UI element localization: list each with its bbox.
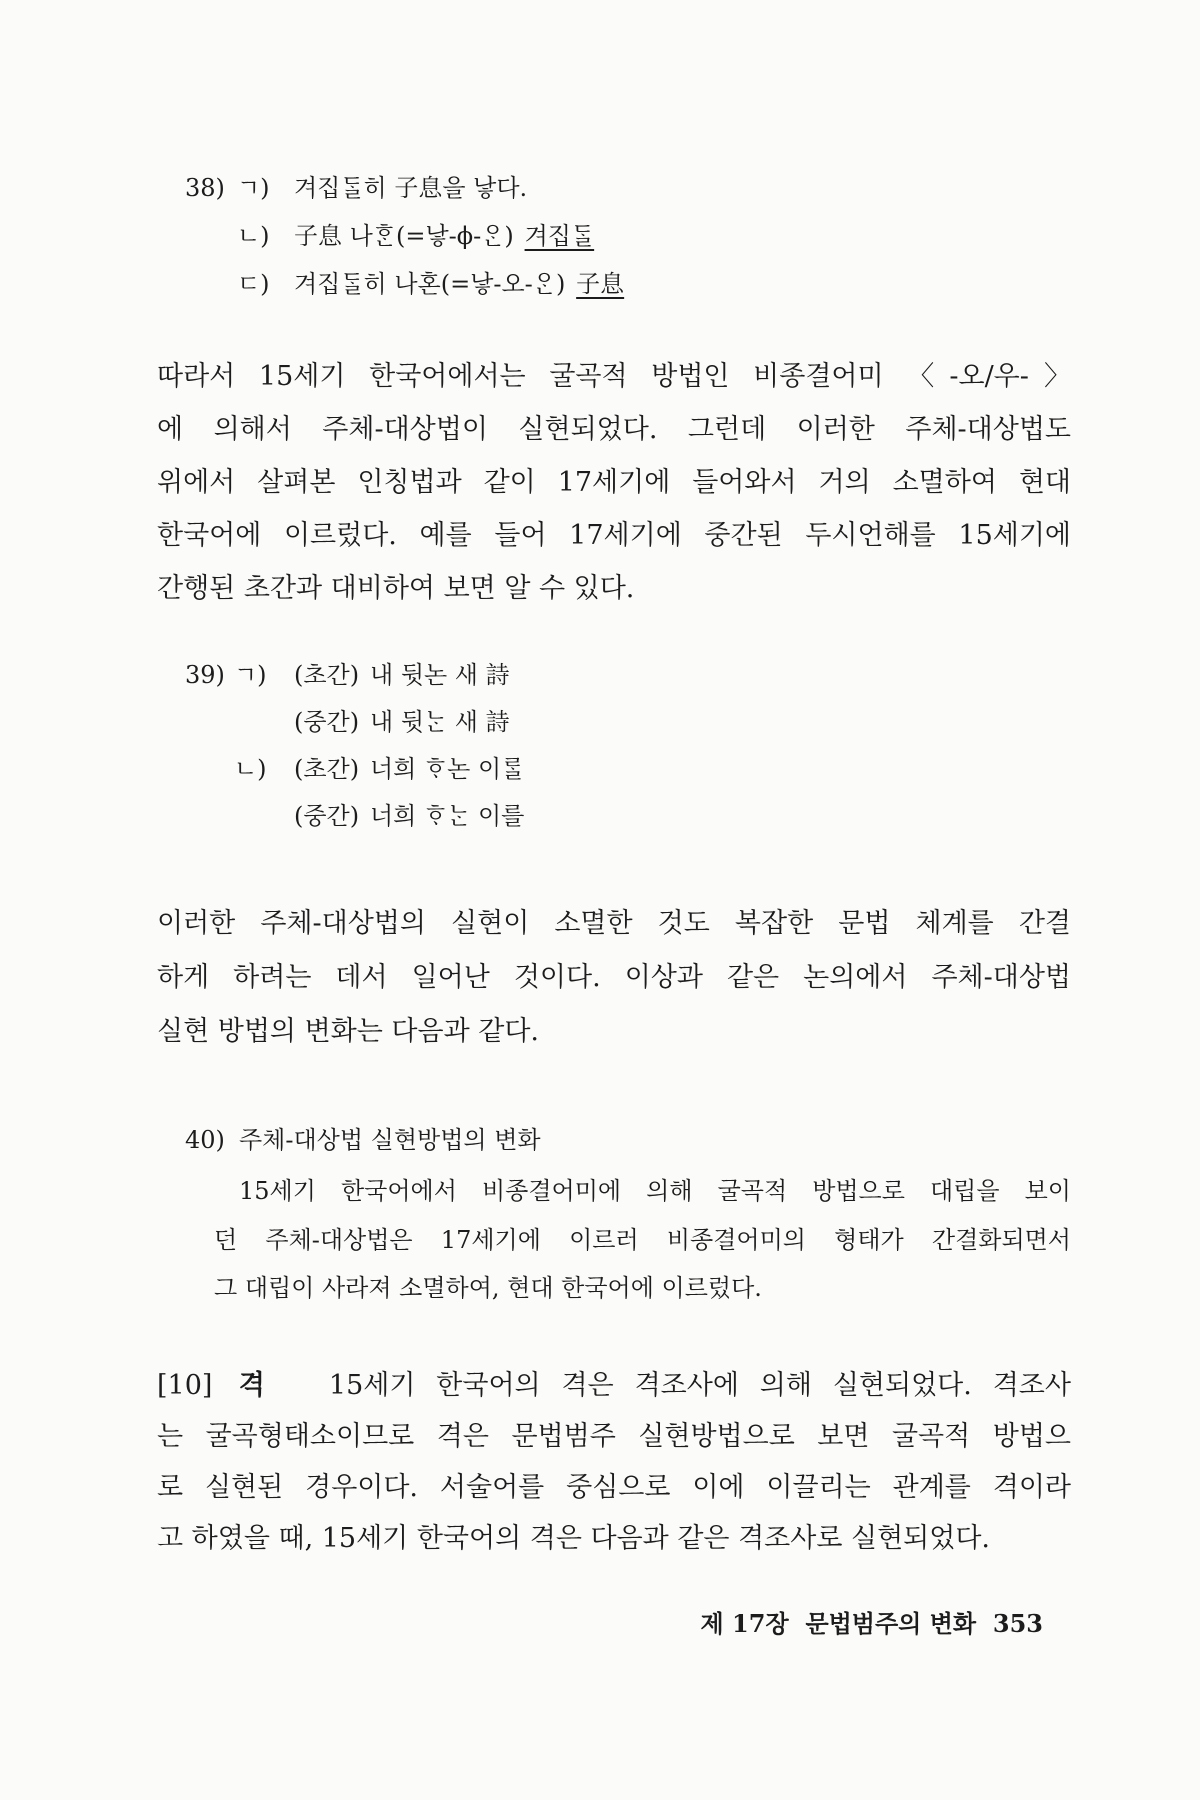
example-38-row-c [185,260,624,308]
example-text: 겨집ᄃᆞᆯ히 나혼(=낳-오-ᄋᆞᆫ) [294,270,566,298]
example-title: 주체-대상법 실현방법의 변화 [239,1126,541,1154]
paragraph-line: 한국어에 이르렀다. 예를 들어 17세기에 중간된 두시언해를 15세기에 [157,520,1071,551]
running-footer [701,1608,1043,1640]
paragraph-line: 따라서 15세기 한국어에서는 굴곡적 방법인 비종결어미 〈-오/우-〉 [157,361,1071,392]
example-number: 40) [185,1126,225,1154]
paragraph-text: 15세기 한국어의 격은 격조사에 의해 실현되었다. 격조사 [328,1370,1071,1401]
edition-label: (초간) [294,755,360,783]
example-38-row-b [185,212,624,260]
paragraph-line: 로 실현된 경우이다. 서술어를 중심으로 이에 이끌리는 관계를 격이라 [157,1472,1071,1503]
example-marker: ㄱ) [234,661,267,689]
edition-label: (중간) [294,708,360,736]
paragraph-line: 고 하였을 때, 15세기 한국어의 격은 다음과 같은 격조사로 실현되었다. [157,1523,990,1554]
example-40-title-row [185,1116,541,1164]
example-text: 子息 나ᄒᆞᆫ(=낳-ϕ-ᄋᆞᆫ) [294,222,514,250]
example-39 [185,652,524,840]
underlined-word: 겨집ᄃᆞᆯ [524,222,595,250]
example-text: 너희 ᄒᆞ논 이ᄅᆞᆯ [370,755,525,783]
paragraph-line: 하게 하려는 데서 일어난 것이다. 이상과 같은 논의에서 주체-대상법 [157,962,1071,993]
example-body-line: 15세기 한국어에서 비종결어미에 의해 굴곡적 방법으로 대립을 보이 [239,1177,1071,1205]
section-title: 격 [238,1370,265,1401]
example-marker: ㄴ) [237,222,270,250]
example-text: 내 뒷ᄂᆞᆫ 새 詩 [370,708,510,736]
example-body-line: 그 대립이 사라져 소멸하여, 현대 한국어에 이르렀다. [214,1274,762,1302]
paragraph-line: 는 굴곡형태소이므로 격은 문법범주 실현방법으로 보면 굴곡적 방법으 [157,1421,1071,1452]
example-marker: ㄴ) [234,755,267,783]
paragraph-line: 이러한 주체-대상법의 실현이 소멸한 것도 복잡한 문법 체계를 간결 [157,908,1071,939]
paragraph-line: 간행된 초간과 대비하여 보면 알 수 있다. [157,573,635,604]
paragraph-line [157,1360,1071,1411]
paragraph-3 [157,1360,1071,1564]
example-number: 39) [185,661,225,689]
paragraph-1 [157,350,1071,615]
example-marker: ㄷ) [237,270,270,298]
underlined-word: 子息 [576,270,625,298]
example-39-row [185,793,524,840]
example-38-row-a [185,164,624,212]
paragraph-line: 위에서 살펴본 인칭법과 같이 17세기에 들어와서 거의 소멸하여 현대 [157,467,1071,498]
page-number: 353 [992,1609,1043,1638]
example-body-line: 던 주체-대상법은 17세기에 이르러 비종결어미의 형태가 간결화되면서 [214,1225,1071,1254]
example-text: 겨집ᄃᆞᆯ히 子息을 낳다. [294,174,528,202]
example-39-row [185,699,524,746]
section-number: [10] [157,1370,213,1401]
example-text: 내 뒷논 새 詩 [370,661,510,689]
footer-chapter-title: 문법범주의 변화 [805,1609,977,1638]
example-39-row [185,746,524,793]
edition-label: (중간) [294,802,360,830]
example-40-heading [185,1116,541,1164]
footer-chapter: 제 17장 [700,1609,789,1638]
example-39-row [185,652,524,699]
example-38 [185,164,624,308]
paragraph-2 [157,897,1071,1059]
paragraph-line: 실현 방법의 변화는 다음과 같다. [157,1016,539,1047]
example-40-body [214,1167,1071,1313]
edition-label: (초간) [294,661,360,689]
example-number: 38) [185,174,225,202]
example-marker: ㄱ) [237,174,270,202]
paragraph-line: 에 의해서 주체-대상법이 실현되었다. 그런데 이러한 주체-대상법도 [157,414,1071,445]
example-text: 너희 ᄒᆞᄂᆞᆫ 이를 [370,802,525,830]
